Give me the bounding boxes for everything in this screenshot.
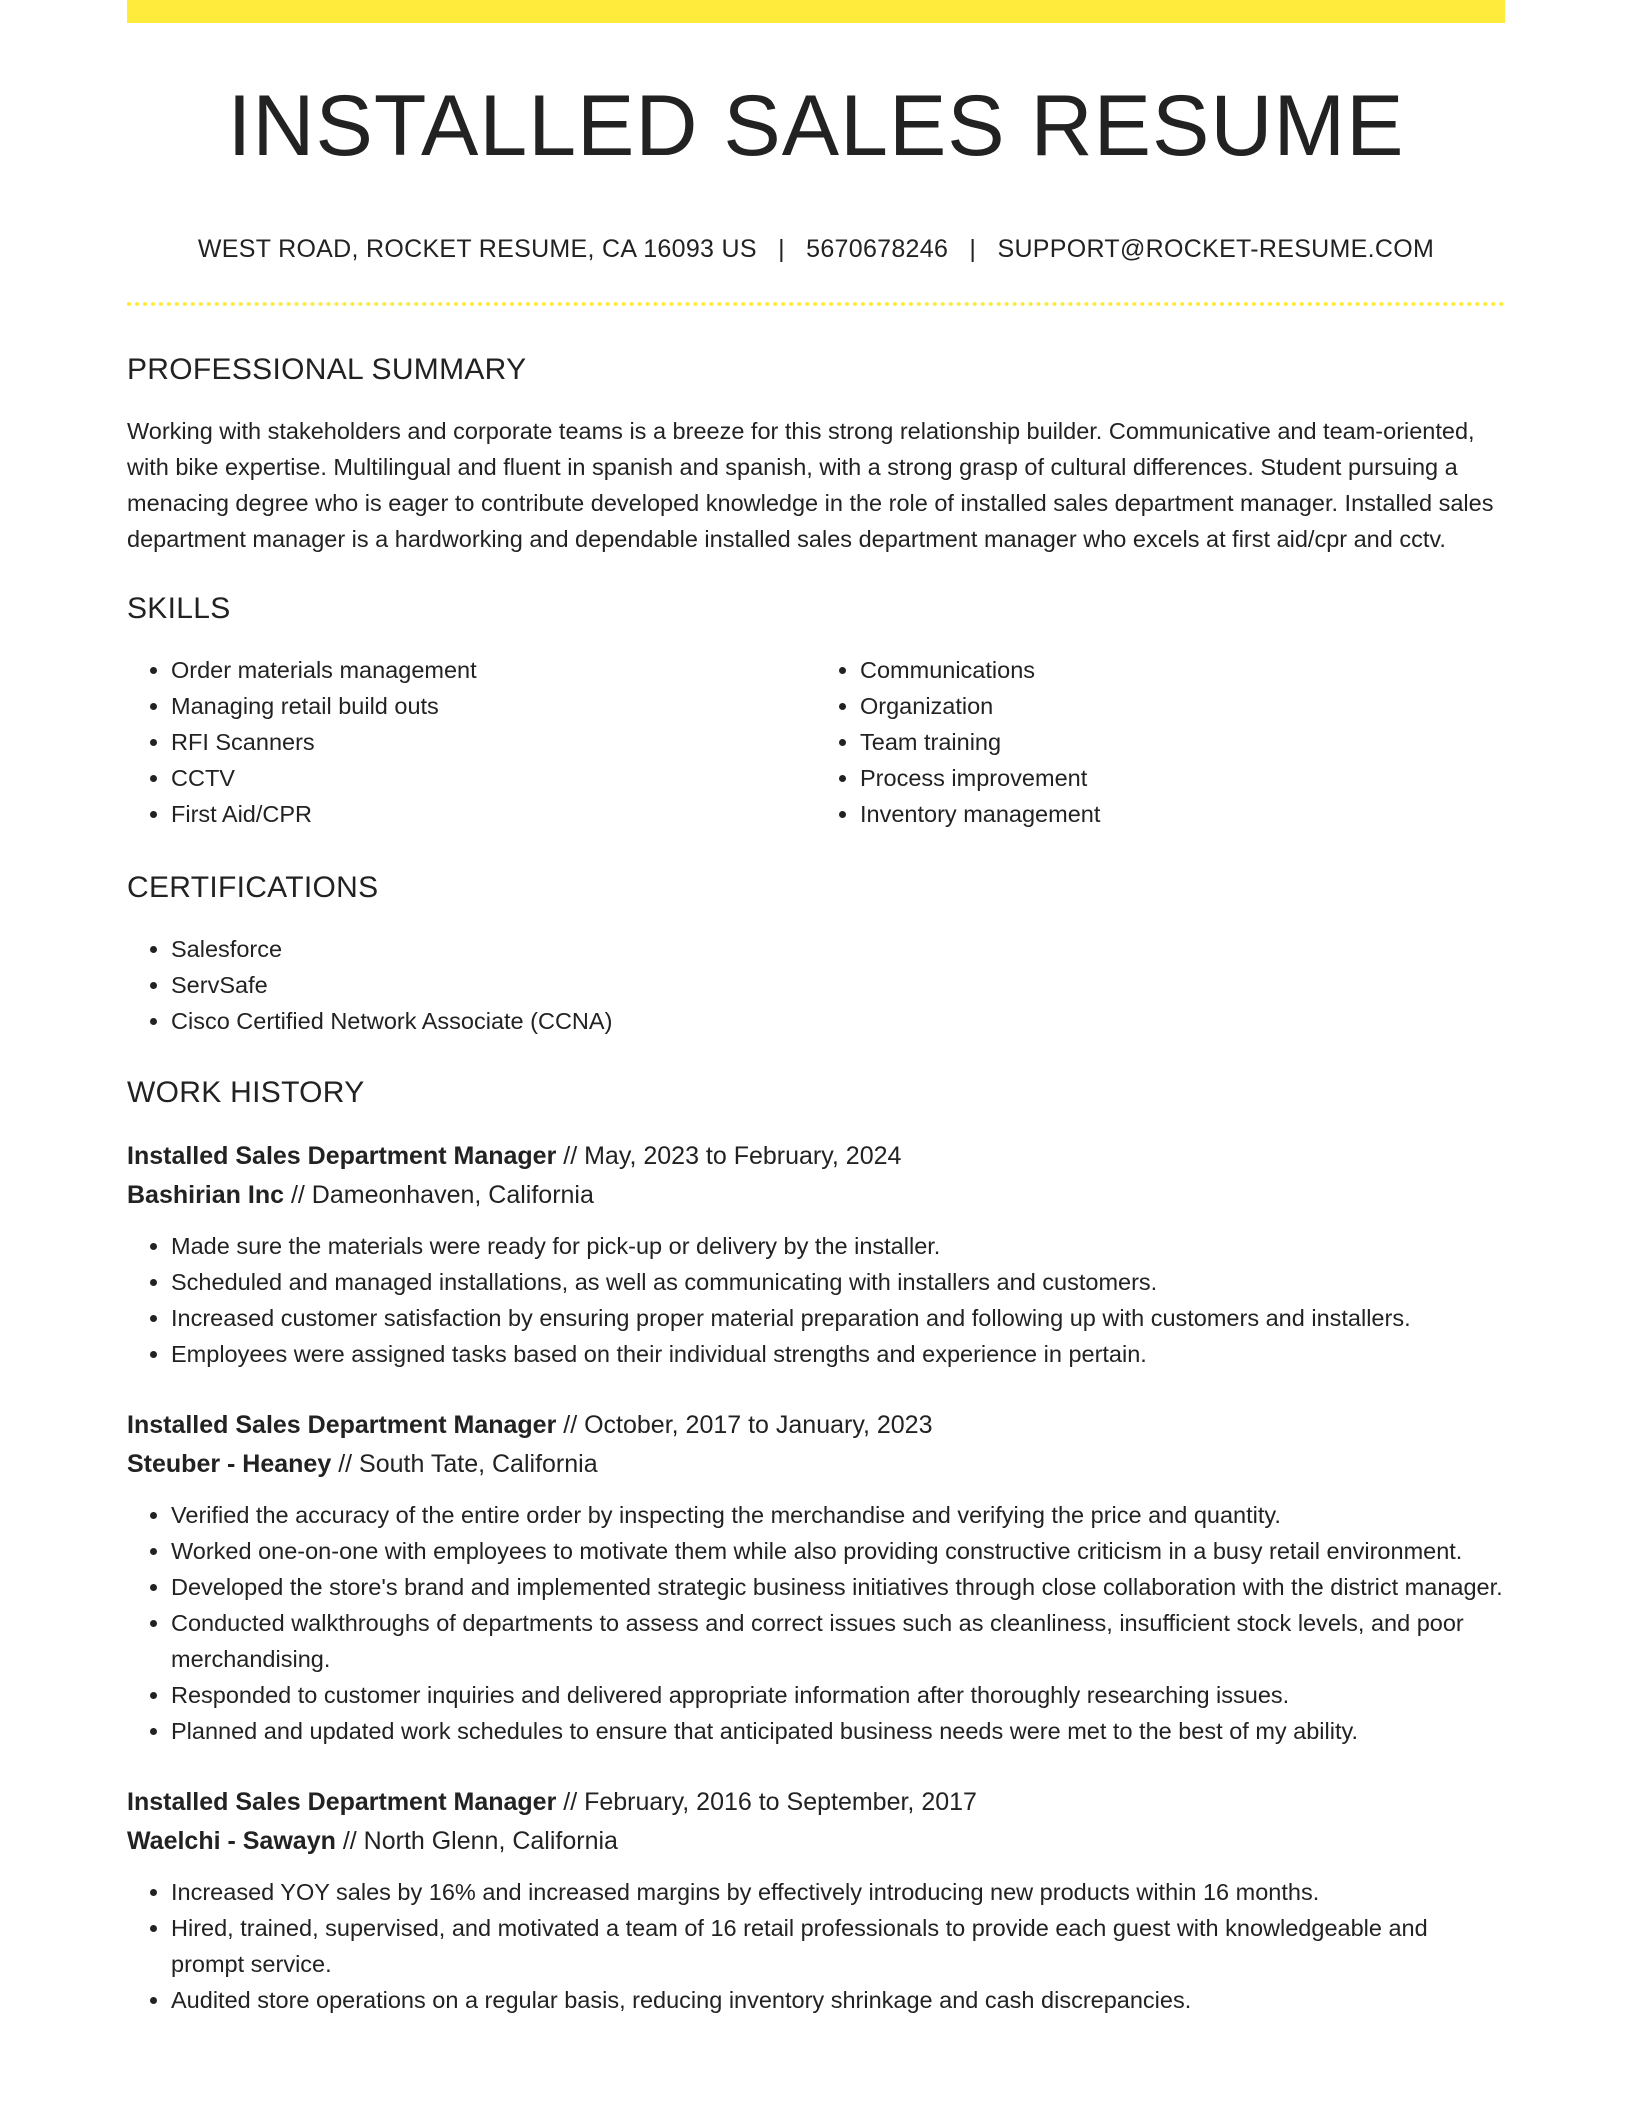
- summary-heading: PROFESSIONAL SUMMARY: [127, 353, 527, 386]
- job-location: // South Tate, California: [331, 1450, 598, 1478]
- job-bullets: [127, 1497, 1505, 1749]
- skill-item: • Process improvement: [860, 760, 1505, 796]
- job-entry: [127, 1406, 1505, 1749]
- job-title-line: [127, 1137, 1505, 1176]
- contact-email: SUPPORT@ROCKET-RESUME.COM: [997, 235, 1435, 263]
- skill-item: • RFI Scanners: [171, 724, 816, 760]
- job-bullet: • Verified the accuracy of the entire order by inspecting the merchandise and verifying the price and quantity.: [171, 1497, 1505, 1533]
- job-dates: // February, 2016 to September, 2017: [556, 1788, 977, 1816]
- skills-list-left: [127, 652, 816, 832]
- job-title: Installed Sales Department Manager: [127, 1788, 557, 1816]
- top-accent-bar: [127, 0, 1505, 23]
- job-location: // Dameonhaven, California: [284, 1181, 594, 1209]
- contact-separator: |: [969, 235, 977, 263]
- job-title: Installed Sales Department Manager: [127, 1411, 557, 1439]
- certification-item: • Cisco Certified Network Associate (CCNA): [171, 1003, 1505, 1039]
- certifications-list: [127, 931, 1505, 1039]
- job-company: Steuber - Heaney: [127, 1450, 332, 1478]
- job-title: Installed Sales Department Manager: [127, 1142, 557, 1170]
- summary-text: Working with stakeholders and corporate teams is a breeze for this strong relationship builder. Communicative and team-oriented, with bike expertise. Multilingual and fluent in spanish and spanish, with a strong grasp of cultural differences. Student pursuing a menacing degree who is eager to contribute developed knowledge in the role of installed sales department manager. Installed sales department manager is a hardworking and dependable installed sales department manager who excels at first aid/cpr and cctv.: [127, 418, 1494, 552]
- resume-page: [127, 0, 1505, 2018]
- job-bullet: • Conducted walkthroughs of departments to assess and correct issues such as cleanliness, insufficient stock levels, and poor merchandising.: [171, 1605, 1505, 1677]
- job-company-line: [127, 1822, 1505, 1861]
- skill-item: • Order materials management: [171, 652, 816, 688]
- job-bullet: • Made sure the materials were ready for pick-up or delivery by the installer.: [171, 1228, 1505, 1264]
- skill-item: • CCTV: [171, 760, 816, 796]
- job-bullet: • Employees were assigned tasks based on their individual strengths and experience in pertain.: [171, 1336, 1505, 1372]
- job-company: Bashirian Inc: [127, 1181, 284, 1209]
- skill-item: • First Aid/CPR: [171, 796, 816, 832]
- job-bullets: [127, 1228, 1505, 1372]
- job-company: Waelchi - Sawayn: [127, 1827, 336, 1855]
- contact-phone: 5670678246: [806, 235, 949, 263]
- job-location: // North Glenn, California: [335, 1827, 618, 1855]
- contact-line: [127, 237, 1505, 262]
- job-bullet: • Planned and updated work schedules to ensure that anticipated business needs were met to the best of my ability.: [171, 1713, 1505, 1749]
- job-entry: [127, 1783, 1505, 2018]
- certification-item: • Salesforce: [171, 931, 1505, 967]
- job-title-line: [127, 1406, 1505, 1445]
- certifications-heading: CERTIFICATIONS: [127, 871, 379, 904]
- job-bullet: • Increased YOY sales by 16% and increased margins by effectively introducing new products within 16 months.: [171, 1874, 1505, 1910]
- dotted-divider: [127, 302, 1505, 306]
- work-history-heading: WORK HISTORY: [127, 1076, 365, 1109]
- certification-item: • ServSafe: [171, 967, 1505, 1003]
- skills-heading: SKILLS: [127, 592, 231, 625]
- job-bullet: • Hired, trained, supervised, and motivated a team of 16 retail professionals to provide each guest with knowledgeable and prompt service.: [171, 1910, 1505, 1982]
- skill-item: • Inventory management: [860, 796, 1505, 832]
- contact-address: WEST ROAD, ROCKET RESUME, CA 16093 US: [197, 235, 757, 263]
- job-company-line: [127, 1445, 1505, 1484]
- skills-grid: [127, 652, 1505, 832]
- job-bullet: • Responded to customer inquiries and delivered appropriate information after thoroughly researching issues.: [171, 1677, 1505, 1713]
- job-bullet: • Increased customer satisfaction by ensuring proper material preparation and following up with customers and installers.: [171, 1300, 1505, 1336]
- job-title-line: [127, 1783, 1505, 1822]
- job-bullet: • Developed the store's brand and implemented strategic business initiatives through close collaboration with the district manager.: [171, 1569, 1505, 1605]
- job-bullet: • Scheduled and managed installations, as well as communicating with installers and customers.: [171, 1264, 1505, 1300]
- job-dates: // May, 2023 to February, 2024: [556, 1142, 902, 1170]
- job-bullet: • Audited store operations on a regular basis, reducing inventory shrinkage and cash discrepancies.: [171, 1982, 1505, 2018]
- job-bullet: • Worked one-on-one with employees to motivate them while also providing constructive criticism in a busy retail environment.: [171, 1533, 1505, 1569]
- job-company-line: [127, 1176, 1505, 1215]
- skills-list-right: [816, 652, 1505, 832]
- contact-separator: |: [778, 235, 785, 263]
- skill-item: • Team training: [860, 724, 1505, 760]
- resume-title: INSTALLED SALES RESUME: [227, 78, 1405, 174]
- job-dates: // October, 2017 to January, 2023: [556, 1411, 933, 1439]
- skill-item: • Managing retail build outs: [171, 688, 816, 724]
- skill-item: • Communications: [860, 652, 1505, 688]
- skill-item: • Organization: [860, 688, 1505, 724]
- job-entry: [127, 1137, 1505, 1372]
- job-bullets: [127, 1874, 1505, 2018]
